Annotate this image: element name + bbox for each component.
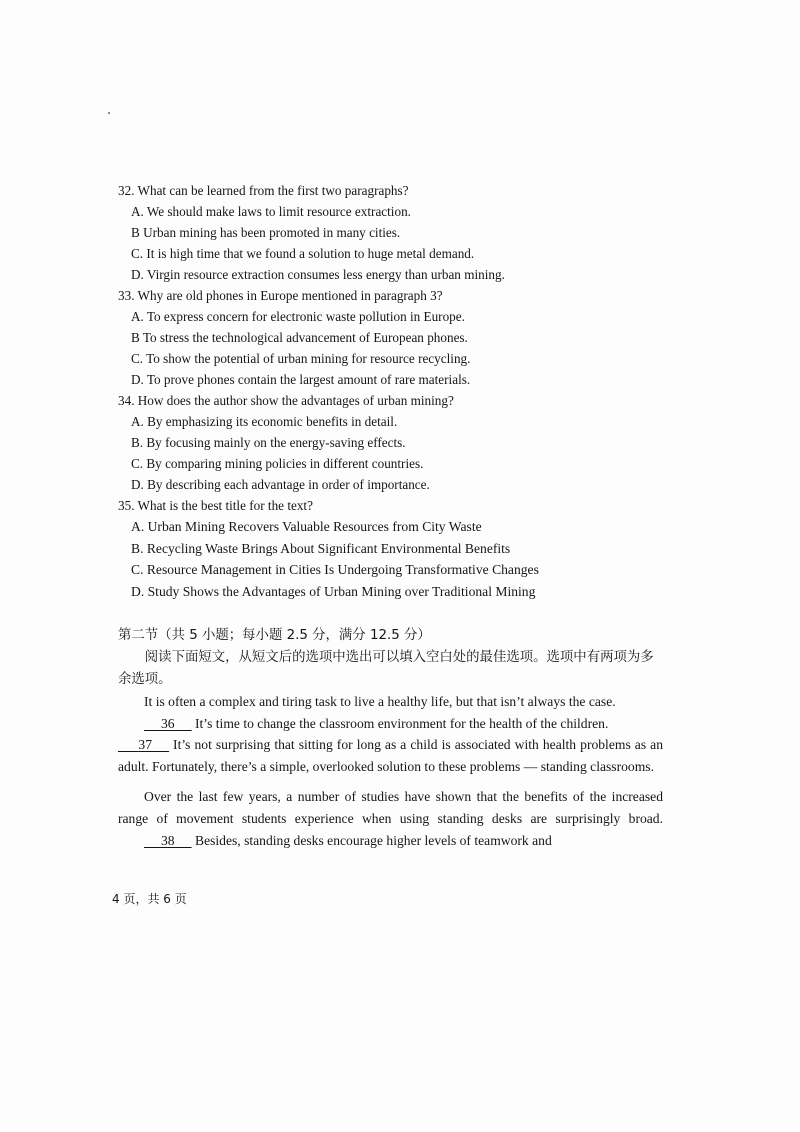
paragraph-3-text: Over the last few years, a number of studies have shown that the benefits of the increased range of movement students experience when using standing desks are surprisingly broad. [118,789,663,826]
blank-37-number: 37 [138,737,152,753]
question-35-option-a: A. Urban Mining Recovers Valuable Resources from City Waste [131,519,482,534]
question-33-stem: 33. Why are old phones in Europe mentioned in paragraph 3? [118,288,443,303]
question-32-option-c: C. It is high time that we found a solution to huge metal demand. [131,246,475,261]
page-footer: 4 页，共 6 页 [112,892,187,906]
question-35-option-b: B. Recycling Waste Brings About Significant Environmental Benefits [131,540,511,556]
question-34-option-d: D. By describing each advantage in order of importance. [131,477,430,492]
blank-36-number: 36 [161,715,175,731]
question-32-option-d: D. Virgin resource extraction consumes less energy than urban mining. [131,267,505,282]
question-34-option-b: B. By focusing mainly on the energy-saving effects. [131,435,406,450]
question-32-option-a: A. We should make laws to limit resource extraction. [131,204,411,219]
question-33-option-b: B To stress the technological advancement of European phones. [131,330,468,345]
blank-37 [118,734,169,756]
passage-paragraph-1 [118,691,663,734]
section-instructions: 阅读下面短文，从短文后的选项中选出可以填入空白处的最佳选项。选项中有两项为多余选项。 [118,650,654,687]
blank-38 [118,830,192,852]
section-two [118,625,663,851]
question-35-stem: 35. What is the best title for the text? [118,498,313,513]
section-heading: 第二节（共 5 小题；每小题 2.5 分，满分 12.5 分） [118,628,431,643]
question-33-option-c: C. To show the potential of urban mining for resource recycling. [131,351,471,366]
paragraph-2-text: It’s not surprising that sitting for long as a child is associated with health problems as an adult. Fortunately, there’s a simple, overlooked solution to these problems — standing classrooms. [118,737,663,774]
question-32-stem: 32. What can be learned from the first two paragraphs? [118,183,409,198]
question-34-option-a: A. By emphasizing its economic benefits in detail. [131,414,398,429]
reading-questions [118,180,678,602]
blank-38-number: 38 [161,832,175,848]
question-33-option-d: D. To prove phones contain the largest amount of rare materials. [131,372,471,387]
paragraph-1-line-1: It is often a complex and tiring task to live a healthy life, but that isn’t always the case. [144,694,616,709]
question-35-option-d: D. Study Shows the Advantages of Urban Mining over Traditional Mining [131,583,536,599]
question-32-option-b: B Urban mining has been promoted in many cities. [131,225,401,240]
question-34-stem: 34. How does the author show the advantages of urban mining? [118,393,454,408]
question-35-option-c: C. Resource Management in Cities Is Undergoing Transformative Changes [131,562,539,578]
blank-36 [118,713,192,735]
passage-paragraph-3 [118,786,663,851]
paragraph-3-tail: Besides, standing desks encourage higher levels of teamwork and [195,832,552,848]
paragraph-1-line-2: It’s time to change the classroom environment for the health of the children. [195,715,609,731]
scan-speck [108,112,110,114]
question-33-option-a: A. To express concern for electronic waste pollution in Europe. [131,309,465,324]
question-34-option-c: C. By comparing mining policies in different countries. [131,456,424,471]
passage-paragraph-2 [118,734,663,777]
